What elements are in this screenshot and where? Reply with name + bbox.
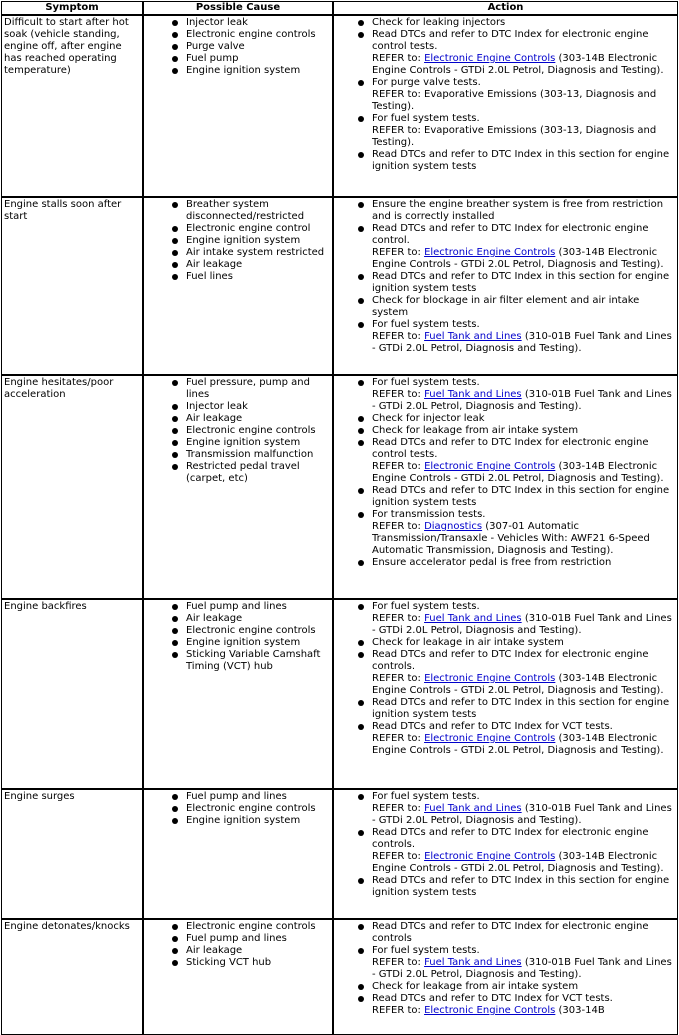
cause-item: Engine ignition system: [186, 65, 330, 77]
action-item: [372, 637, 675, 649]
refer-link[interactable]: Fuel Tank and Lines: [424, 389, 522, 400]
refer-suffix: (310-01B Fuel Tank and Lines - GTDi 2.0L Petrol, Diagnosis and Testing).: [372, 613, 672, 636]
cause-item: Electronic engine controls: [186, 425, 330, 437]
refer-suffix: (303-14B Electronic Engine Controls - GTDi 2.0L Petrol, Diagnosis and Testing).: [372, 733, 664, 756]
action-item: [372, 77, 675, 113]
cause-item: Breather system disconnected/restricted: [186, 199, 330, 223]
symptom-cell: Engine backfires: [1, 599, 143, 789]
refer-link[interactable]: Electronic Engine Controls: [424, 53, 556, 64]
refer-line: [372, 1005, 675, 1017]
action-cell: [333, 919, 678, 1035]
symptom-cell: Engine stalls soon after start: [1, 197, 143, 375]
refer-link[interactable]: Electronic Engine Controls: [424, 247, 556, 258]
action-item: [372, 199, 675, 223]
refer-prefix: REFER to:: [372, 247, 425, 258]
refer-link[interactable]: Electronic Engine Controls: [424, 851, 556, 862]
cause-item: Electronic engine controls: [186, 921, 330, 933]
possible-cause-cell: [143, 375, 333, 599]
action-text: Check for leakage in air intake system: [372, 637, 564, 648]
action-text: Ensure accelerator pedal is free from restriction: [372, 557, 612, 568]
action-text: For transmission tests.: [372, 509, 486, 520]
cause-item: Engine ignition system: [186, 235, 330, 247]
cause-item: Injector leak: [186, 401, 330, 413]
table-row: [1, 197, 678, 375]
refer-link[interactable]: Fuel Tank and Lines: [424, 331, 522, 342]
cause-item: Electronic engine controls: [186, 803, 330, 815]
refer-line: [372, 733, 675, 757]
cause-item: Sticking Variable Camshaft Timing (VCT) hub: [186, 649, 330, 673]
action-text: Ensure the engine breather system is free from restriction and is correctly installed: [372, 199, 664, 222]
refer-suffix: (303-14B Electronic Engine Controls - GTDi 2.0L Petrol, Diagnosis and Testing).: [372, 461, 664, 484]
cause-list: [146, 199, 330, 283]
action-item: [372, 721, 675, 757]
refer-link[interactable]: Electronic Engine Controls: [424, 461, 556, 472]
refer-prefix: REFER to:: [372, 389, 425, 400]
symptom-cell: Difficult to start after hot soak (vehicle standing, engine off, after engine has reached operating temperature): [1, 15, 143, 197]
action-text: For fuel system tests.: [372, 791, 480, 802]
table-row: [1, 599, 678, 789]
cause-item: Injector leak: [186, 17, 330, 29]
refer-line: [372, 673, 675, 697]
action-header: Action: [333, 1, 678, 15]
action-text: Read DTCs and refer to DTC Index in this section for engine ignition system tests: [372, 697, 670, 720]
refer-suffix: (303-14B Electronic Engine Controls - GTDi 2.0L Petrol, Diagnosis and Testing).: [372, 673, 664, 696]
action-item: [372, 295, 675, 319]
refer-prefix: REFER to:: [372, 613, 425, 624]
action-item: [372, 319, 675, 355]
cause-item: Transmission malfunction: [186, 449, 330, 461]
action-cell: [333, 789, 678, 919]
refer-suffix: (303-14B: [555, 1005, 605, 1016]
table-row: [1, 375, 678, 599]
action-cell: [333, 599, 678, 789]
action-item: [372, 29, 675, 77]
action-text: Check for leaking injectors: [372, 17, 506, 28]
action-item: [372, 17, 675, 29]
action-text: Read DTCs and refer to DTC Index for electronic engine control tests.: [372, 29, 649, 52]
action-list: [336, 377, 675, 569]
action-item: [372, 509, 675, 557]
action-text: For purge valve tests.: [372, 77, 481, 88]
action-text: Read DTCs and refer to DTC Index for electronic engine controls.: [372, 827, 649, 850]
refer-link[interactable]: Fuel Tank and Lines: [424, 803, 522, 814]
refer-prefix: REFER to:: [372, 461, 425, 472]
action-text: Read DTCs and refer to DTC Index for VCT tests.: [372, 721, 613, 732]
action-item: [372, 149, 675, 173]
refer-line: [372, 389, 675, 413]
refer-prefix: REFER to:: [372, 851, 425, 862]
refer-link[interactable]: Electronic Engine Controls: [424, 1005, 556, 1016]
refer-suffix: (310-01B Fuel Tank and Lines - GTDi 2.0L Petrol, Diagnosis and Testing).: [372, 331, 672, 354]
refer-line: [372, 89, 675, 113]
refer-prefix: REFER to: Evaporative Emissions (303-13, Diagnosis and Testing).: [372, 89, 657, 112]
action-item: [372, 271, 675, 295]
action-list: [336, 601, 675, 757]
refer-line: [372, 851, 675, 875]
cause-list: [146, 377, 330, 485]
refer-prefix: REFER to:: [372, 331, 425, 342]
symptom-cell: Engine surges: [1, 789, 143, 919]
refer-prefix: REFER to:: [372, 803, 425, 814]
refer-line: [372, 613, 675, 637]
action-item: [372, 223, 675, 271]
cause-item: Fuel pump: [186, 53, 330, 65]
action-item: [372, 945, 675, 981]
refer-suffix: (310-01B Fuel Tank and Lines - GTDi 2.0L Petrol, Diagnosis and Testing).: [372, 803, 672, 826]
action-text: For fuel system tests.: [372, 319, 480, 330]
table-body: [1, 15, 678, 1035]
cause-item: Fuel pump and lines: [186, 601, 330, 613]
cause-item: Purge valve: [186, 41, 330, 53]
action-item: [372, 649, 675, 697]
possible-cause-cell: [143, 789, 333, 919]
action-list: [336, 791, 675, 899]
possible-cause-cell: [143, 599, 333, 789]
refer-suffix: (303-14B Electronic Engine Controls - GTDi 2.0L Petrol, Diagnosis and Testing).: [372, 53, 664, 76]
cause-item: Air intake system restricted: [186, 247, 330, 259]
refer-link[interactable]: Fuel Tank and Lines: [424, 613, 522, 624]
refer-line: [372, 803, 675, 827]
refer-prefix: REFER to:: [372, 1005, 425, 1016]
action-text: Read DTCs and refer to DTC Index for electronic engine control tests.: [372, 437, 649, 460]
refer-prefix: REFER to:: [372, 53, 425, 64]
cause-list: [146, 601, 330, 673]
cause-item: Engine ignition system: [186, 437, 330, 449]
refer-line: [372, 247, 675, 271]
refer-line: [372, 461, 675, 485]
refer-line: [372, 53, 675, 77]
action-list: [336, 17, 675, 173]
action-item: [372, 425, 675, 437]
cause-item: Restricted pedal travel (carpet, etc): [186, 461, 330, 485]
cause-item: Fuel lines: [186, 271, 330, 283]
action-text: Read DTCs and refer to DTC Index for VCT tests.: [372, 993, 613, 1004]
action-item: [372, 377, 675, 413]
action-text: Read DTCs and refer to DTC Index in this section for engine ignition system tests: [372, 271, 670, 294]
action-text: Check for blockage in air filter element and air intake system: [372, 295, 640, 318]
action-item: [372, 981, 675, 993]
action-text: Read DTCs and refer to DTC Index for electronic engine controls: [372, 921, 649, 944]
refer-line: [372, 125, 675, 149]
refer-prefix: REFER to:: [372, 957, 425, 968]
cause-item: Electronic engine controls: [186, 29, 330, 41]
action-text: Check for leakage from air intake system: [372, 425, 579, 436]
action-text: Read DTCs and refer to DTC Index for electronic engine control.: [372, 223, 649, 246]
cause-item: Electronic engine controls: [186, 625, 330, 637]
refer-link[interactable]: Diagnostics: [424, 521, 483, 532]
possible-cause-cell: [143, 15, 333, 197]
action-item: [372, 113, 675, 149]
refer-line: [372, 957, 675, 981]
action-text: Check for leakage from air intake system: [372, 981, 579, 992]
cause-item: Air leakage: [186, 413, 330, 425]
action-item: [372, 791, 675, 827]
refer-prefix: REFER to:: [372, 673, 425, 684]
action-item: [372, 601, 675, 637]
table-row: [1, 15, 678, 197]
refer-suffix: (303-14B Electronic Engine Controls - GTDi 2.0L Petrol, Diagnosis and Testing).: [372, 247, 664, 270]
refer-link[interactable]: Electronic Engine Controls: [424, 673, 556, 684]
cause-item: Air leakage: [186, 259, 330, 271]
action-text: Read DTCs and refer to DTC Index for electronic engine controls.: [372, 649, 649, 672]
action-item: [372, 485, 675, 509]
cause-item: Fuel pump and lines: [186, 933, 330, 945]
refer-prefix: REFER to: Evaporative Emissions (303-13, Diagnosis and Testing).: [372, 125, 657, 148]
cause-item: Air leakage: [186, 945, 330, 957]
refer-prefix: REFER to:: [372, 733, 425, 744]
action-item: [372, 437, 675, 485]
action-item: [372, 921, 675, 945]
action-text: Read DTCs and refer to DTC Index in this section for engine ignition system tests: [372, 875, 670, 898]
refer-link[interactable]: Fuel Tank and Lines: [424, 957, 522, 968]
action-cell: [333, 197, 678, 375]
cause-item: Sticking VCT hub: [186, 957, 330, 969]
action-text: Check for injector leak: [372, 413, 485, 424]
table-row: [1, 789, 678, 919]
cause-item: Engine ignition system: [186, 637, 330, 649]
symptom-header: Symptom: [1, 1, 143, 15]
symptom-cell: Engine hesitates/poor acceleration: [1, 375, 143, 599]
possible-cause-header: Possible Cause: [143, 1, 333, 15]
possible-cause-cell: [143, 197, 333, 375]
action-item: [372, 875, 675, 899]
refer-prefix: REFER to:: [372, 521, 425, 532]
cause-list: [146, 921, 330, 969]
action-item: [372, 557, 675, 569]
table-row: [1, 919, 678, 1035]
action-item: [372, 697, 675, 721]
cause-list: [146, 17, 330, 77]
refer-link[interactable]: Electronic Engine Controls: [424, 733, 556, 744]
cause-item: Fuel pressure, pump and lines: [186, 377, 330, 401]
refer-line: [372, 331, 675, 355]
action-item: [372, 413, 675, 425]
action-list: [336, 921, 675, 1017]
refer-suffix: (307-01 Automatic Transmission/Transaxle - Vehicles With: AWF21 6-Speed Automatic Transmission, Diagnosis and Testing).: [372, 521, 650, 556]
cause-list: [146, 791, 330, 827]
cause-item: Air leakage: [186, 613, 330, 625]
refer-suffix: (310-01B Fuel Tank and Lines - GTDi 2.0L Petrol, Diagnosis and Testing).: [372, 957, 672, 980]
refer-suffix: (303-14B Electronic Engine Controls - GTDi 2.0L Petrol, Diagnosis and Testing).: [372, 851, 664, 874]
action-text: Read DTCs and refer to DTC Index in this section for engine ignition system tests: [372, 149, 670, 172]
action-text: For fuel system tests.: [372, 113, 480, 124]
cause-item: Engine ignition system: [186, 815, 330, 827]
possible-cause-cell: [143, 919, 333, 1035]
action-cell: [333, 15, 678, 197]
action-item: [372, 827, 675, 875]
cause-item: Electronic engine control: [186, 223, 330, 235]
cause-item: Fuel pump and lines: [186, 791, 330, 803]
action-list: [336, 199, 675, 355]
action-item: [372, 993, 675, 1017]
symptom-cell: Engine detonates/knocks: [1, 919, 143, 1035]
action-cell: [333, 375, 678, 599]
action-text: Read DTCs and refer to DTC Index in this section for engine ignition system tests: [372, 485, 670, 508]
header-row: [1, 1, 678, 15]
symptom-chart-table: [1, 1, 678, 1035]
action-text: For fuel system tests.: [372, 377, 480, 388]
action-text: For fuel system tests.: [372, 601, 480, 612]
action-text: For fuel system tests.: [372, 945, 480, 956]
refer-line: [372, 521, 675, 557]
refer-suffix: (310-01B Fuel Tank and Lines - GTDi 2.0L Petrol, Diagnosis and Testing).: [372, 389, 672, 412]
